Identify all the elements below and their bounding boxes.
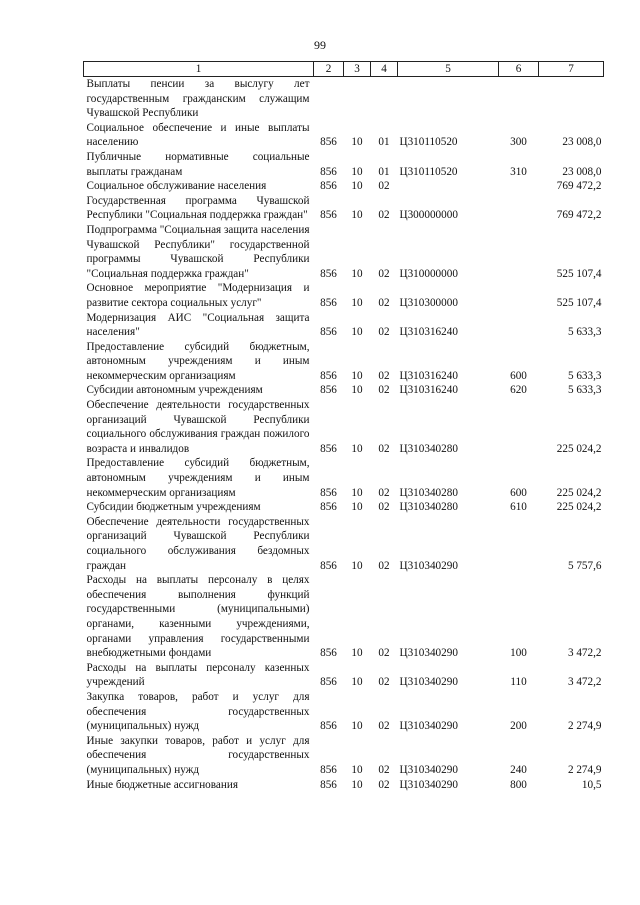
ministry-code-cell: 856 [320,267,337,280]
amount-cell: 10,5 [581,778,602,791]
section-code-cell: 10 [351,778,363,791]
table-row [84,515,604,573]
table-row [84,456,604,500]
table-row [84,150,604,179]
expense-type-cell [499,515,539,573]
expense-name-cell: Расходы на выплаты персоналу в целях обеспечения выполнения функций государственными (муниципальными) органами, казенными учреждениями, органами управления государственными внебюджетными фондами [86,574,310,660]
section-code-cell: 10 [351,384,363,397]
expense-type-cell: 620 [510,384,527,397]
subsection-code-cell: 02 [378,326,390,339]
ministry-code-cell: 856 [320,486,337,499]
subsection-code-cell: 01 [378,165,390,178]
table-row [84,311,604,340]
expense-type-cell: 600 [510,369,527,382]
table-row [84,398,604,456]
expense-type-cell [499,223,539,281]
amount-cell: 2 274,9 [567,720,602,733]
amount-cell: 525 107,4 [556,296,602,309]
expense-type-cell: 200 [510,720,527,733]
ministry-code-cell: 856 [320,326,337,339]
section-code-cell: 10 [351,296,363,309]
expense-name-cell: Предоставление субсидий бюджетным, автономным учреждениям и иным некоммерческим организациям [86,340,310,382]
expense-type-cell [499,77,539,121]
target-article-cell: Ц310340290 [399,778,458,791]
table-row [84,734,604,778]
section-code-cell: 10 [351,647,363,660]
ministry-code-cell: 856 [320,369,337,382]
amount-cell: 525 107,4 [556,267,602,280]
ministry-code-cell: 856 [320,209,337,222]
expense-name-cell: Иные закупки товаров, работ и услуг для обеспечения государственных (муниципальных) нужд [86,734,310,776]
target-article-cell: Ц310316240 [399,369,458,382]
table-row [84,690,604,734]
expense-name-cell: Предоставление субсидий бюджетным, автономным учреждениям и иным некоммерческим организациям [86,457,310,499]
subsection-code-cell: 02 [378,720,390,733]
ministry-code-cell: 856 [320,647,337,660]
amount-cell: 5 633,3 [567,384,602,397]
section-code-cell: 10 [351,720,363,733]
target-article-cell: Ц310340290 [399,647,458,660]
subsection-code-cell: 02 [378,559,390,572]
subsection-code-cell: 02 [378,369,390,382]
expense-name-cell: Выплаты пенсии за выслугу лет государственным гражданским служащим Чувашской Республики [86,78,310,120]
target-article-cell: Ц310340290 [399,559,458,572]
expense-type-cell [499,311,539,340]
expense-type-cell: 800 [510,778,527,791]
expense-type-cell [499,398,539,456]
column-header-5: 5 [398,62,499,77]
target-article-cell: Ц310340280 [399,486,458,499]
target-article-cell [398,179,499,194]
amount-cell: 769 472,2 [556,180,602,193]
expense-type-cell [499,179,539,194]
section-code-cell: 10 [351,136,363,149]
section-code-cell: 10 [351,676,363,689]
amount-cell: 5 757,6 [567,559,602,572]
ministry-code-cell: 856 [320,720,337,733]
expense-name-cell: Обеспечение деятельности государственных организаций Чувашской Республики социального обслуживания бездомных граждан [86,515,310,572]
subsection-code-cell: 02 [378,209,390,222]
expense-type-cell [499,194,539,223]
expense-type-cell: 600 [510,486,527,499]
subsection-code-cell: 02 [378,763,390,776]
expense-name-cell: Обеспечение деятельности государственных организаций Чувашской Республики социального обслуживания граждан пожилого возраста и инвалидов [86,399,310,455]
column-header-1: 1 [84,62,314,77]
page-number: 99 [314,38,326,52]
subsection-code-cell: 02 [378,384,390,397]
subsection-code-cell: 02 [378,267,390,280]
expense-name-cell: Публичные нормативные социальные выплаты гражданам [86,150,310,178]
expense-type-cell: 610 [510,501,527,514]
ministry-code-cell: 856 [320,676,337,689]
expense-name-cell: Социальное обслуживание населения [86,180,267,193]
table-row [84,194,604,223]
section-code-cell: 10 [351,180,363,193]
table-row [84,778,604,793]
subsection-code-cell: 02 [378,676,390,689]
amount-cell: 225 024,2 [556,501,602,514]
amount-cell: 769 472,2 [556,209,602,222]
budget-table [83,61,604,792]
table-header [84,62,604,77]
column-header-2: 2 [314,62,344,77]
column-header-7: 7 [539,62,604,77]
section-code-cell: 10 [351,442,363,455]
section-code-cell [344,77,371,121]
ministry-code-cell: 856 [320,296,337,309]
table-row [84,661,604,690]
ministry-code-cell: 856 [320,763,337,776]
target-article-cell: Ц310340290 [399,763,458,776]
target-article-cell: Ц310340280 [399,442,458,455]
section-code-cell: 10 [351,165,363,178]
target-article-cell: Ц310300000 [399,296,458,309]
amount-cell: 3 472,2 [567,647,602,660]
target-article-cell: Ц310340290 [399,676,458,689]
expense-name-cell: Модернизация АИС "Социальная защита населения" [86,311,310,339]
table-row [84,383,604,398]
expense-name-cell: Иные бюджетные ассигнования [86,778,238,791]
expense-type-cell [499,281,539,310]
ministry-code-cell: 856 [320,384,337,397]
target-article-cell: Ц310110520 [399,165,458,178]
expense-type-cell: 100 [510,647,527,660]
table-row [84,281,604,310]
table-row [84,121,604,150]
ministry-code-cell: 856 [320,559,337,572]
header-row [84,62,604,77]
target-article-cell: Ц310340280 [399,501,458,514]
ministry-code-cell: 856 [320,136,337,149]
target-article-cell: Ц310340290 [399,720,458,733]
expense-name-cell: Государственная программа Чувашской Республики "Социальная поддержка граждан" [86,194,310,222]
ministry-code-cell: 856 [320,778,337,791]
ministry-code-cell: 856 [320,165,337,178]
amount-cell: 23 008,0 [562,136,602,149]
expense-type-cell: 110 [510,676,527,689]
table-row [84,179,604,194]
column-header-6: 6 [499,62,539,77]
expense-type-cell: 300 [510,136,527,149]
section-code-cell: 10 [351,209,363,222]
table-body [84,77,604,793]
expense-type-cell: 240 [510,763,527,776]
section-code-cell: 10 [351,369,363,382]
expense-name-cell: Подпрограмма "Социальная защита населения Чувашской Республики" государственной программы Чувашской Республики "Социальная поддержка граждан" [86,223,310,280]
ministry-code-cell: 856 [320,501,337,514]
amount-cell: 5 633,3 [567,326,602,339]
column-header-3: 3 [344,62,371,77]
target-article-cell: Ц310000000 [399,267,458,280]
amount-cell: 3 472,2 [567,676,602,689]
section-code-cell: 10 [351,763,363,776]
subsection-code-cell: 02 [378,647,390,660]
subsection-code-cell: 02 [378,501,390,514]
subsection-code-cell: 02 [378,296,390,309]
subsection-code-cell: 02 [378,486,390,499]
column-header-4: 4 [371,62,398,77]
section-code-cell: 10 [351,267,363,280]
subsection-code-cell [371,77,398,121]
table-row [84,77,604,121]
amount-cell: 225 024,2 [556,486,602,499]
ministry-code-cell [314,77,344,121]
expense-name-cell: Субсидии автономным учреждениям [86,384,263,397]
amount-cell [539,77,604,121]
section-code-cell: 10 [351,326,363,339]
table-row [84,500,604,515]
section-code-cell: 10 [351,501,363,514]
table-row [84,573,604,661]
amount-cell: 225 024,2 [556,442,602,455]
amount-cell: 23 008,0 [562,165,602,178]
expense-name-cell: Закупка товаров, работ и услуг для обеспечения государственных (муниципальных) нужд [86,690,310,733]
target-article-cell: Ц300000000 [399,209,458,222]
target-article-cell: Ц310316240 [399,384,458,397]
target-article-cell: Ц310316240 [399,326,458,339]
table-row [84,340,604,384]
expense-name-cell: Социальное обеспечение и иные выплаты населению [86,121,310,149]
subsection-code-cell: 02 [378,778,390,791]
section-code-cell: 10 [351,486,363,499]
ministry-code-cell: 856 [320,180,337,193]
subsection-code-cell: 02 [378,442,390,455]
expense-name-cell: Основное мероприятие "Модернизация и развитие сектора социальных услуг" [86,282,310,309]
section-code-cell: 10 [351,559,363,572]
expense-name-cell: Субсидии бюджетным учреждениям [86,501,261,514]
target-article-cell [398,77,499,121]
subsection-code-cell: 02 [378,180,390,193]
expense-type-cell: 310 [510,165,527,178]
amount-cell: 2 274,9 [567,763,602,776]
amount-cell: 5 633,3 [567,369,602,382]
subsection-code-cell: 01 [378,136,390,149]
expense-name-cell: Расходы на выплаты персоналу казенных учреждений [86,661,310,689]
table-row [84,223,604,281]
target-article-cell: Ц310110520 [399,136,458,149]
ministry-code-cell: 856 [320,442,337,455]
